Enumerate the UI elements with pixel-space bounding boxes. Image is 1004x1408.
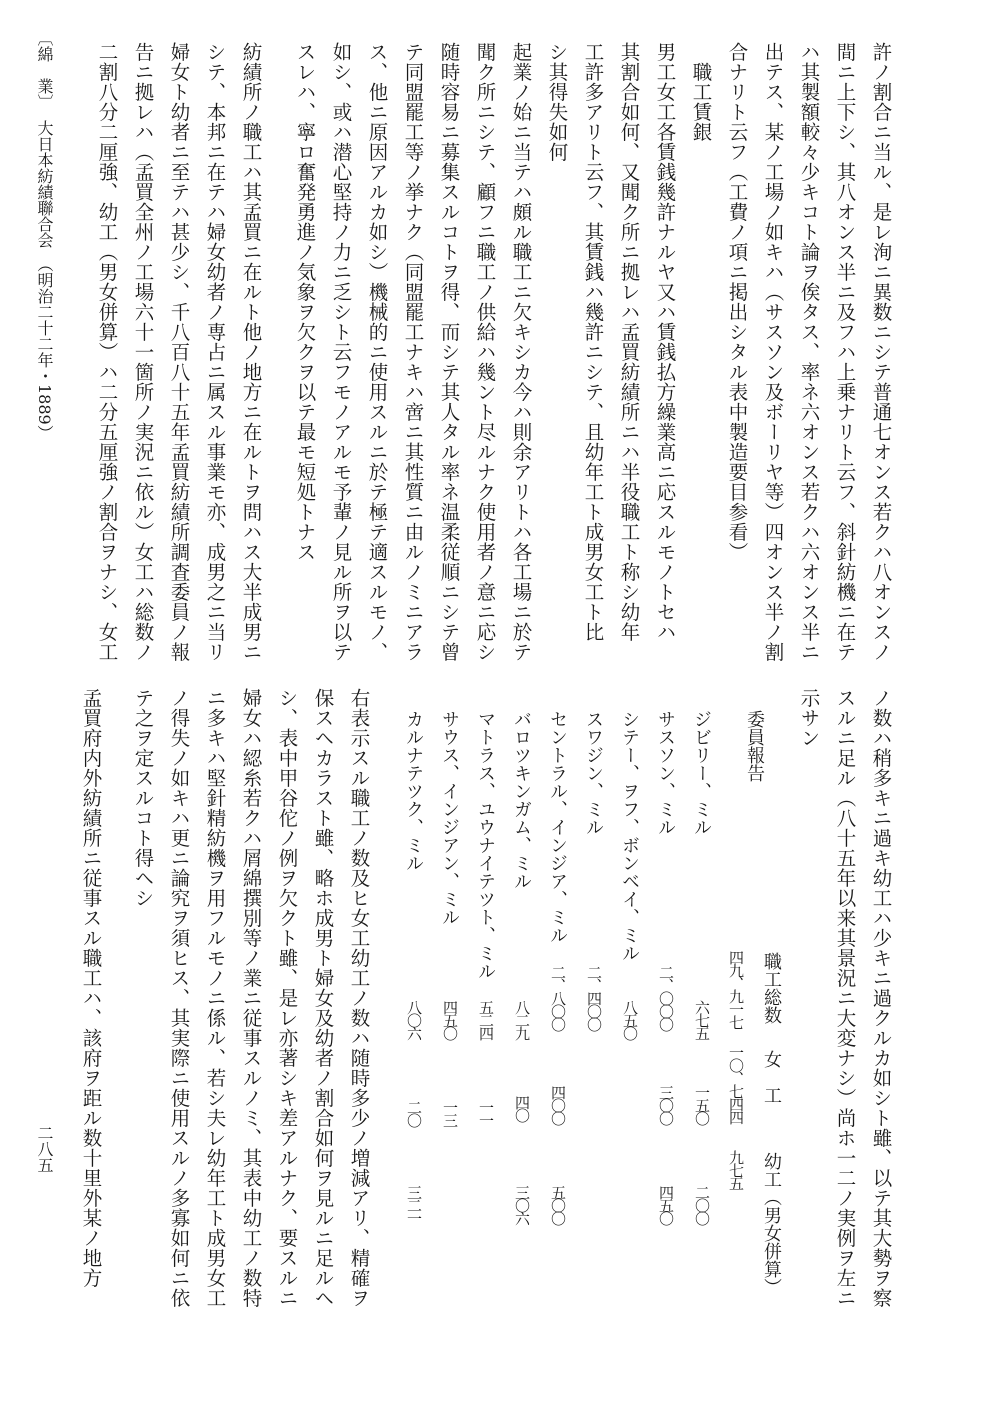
text-column: 聞ク所ニシテ、顧フニ職工ノ供給ハ幾ント尽ルナク使用者ノ意ニ応シ — [473, 42, 497, 662]
table-row-women: 二〇 — [405, 1100, 423, 1126]
table-row-children: 三〇六 — [513, 1185, 531, 1224]
table-row-total: 八〇六 — [405, 1000, 423, 1039]
table-header-children: 幼工（男女併算） — [761, 1152, 782, 1296]
text-column: シ、表中甲谷佗ノ例ヲ欠クト雖、是レ亦著シキ差アルナク、要スルニ — [275, 688, 299, 1308]
text-column: スルニ足ル（八十五年以来其景況ニ大変ナシ）尚ホ一二ノ実例ヲ左ニ — [833, 688, 857, 1308]
table-row-children: 四五〇 — [657, 1185, 675, 1224]
text-column: 起業ノ始ニ当テハ頗ル職工ニ欠キシカ今ハ則余アリトハ各工場ニ於テ — [509, 42, 533, 662]
table-row-name: カルナテツク、ミル — [403, 710, 424, 872]
text-column: シテ、本邦ニ在テハ婦女幼者ノ専占ニ属スル事業モ亦、成男之ニ当リ — [203, 42, 227, 662]
section-label: 〔綿 業〕 — [35, 30, 54, 110]
text-column: 工許多アリト云フ、其賃銭ハ幾許ニシテ、且幼年工ト成男女工ト比 — [581, 42, 605, 642]
text-column: 紡績所ノ職工ハ其孟買ニ在ルト他ノ地方ニ在ルトヲ問ハス大半成男ニ — [239, 42, 263, 662]
text-column: 其割合如何、又聞ク所ニ拠レハ孟買紡績所ニハ半役職工ト称シ幼年 — [617, 42, 641, 642]
text-column: 右表示スル職工ノ数及ヒ女工幼工ノ数ハ随時多少ノ増減アリ、精確ヲ — [347, 688, 371, 1308]
table-row-total: 二、八〇〇 — [549, 965, 567, 1030]
table-children-sum: 九七五 — [727, 1150, 745, 1189]
text-column: ノ数ハ稍多キニ過キ幼工ハ少キニ過クルカ如シト雖、以テ其大勢ヲ察 — [869, 688, 893, 1308]
text-column: ス、他ニ原因アルカ如シ）機械的ニ使用スルニ於テ極テ適スルモノ、 — [365, 42, 389, 662]
table-row-total: 二、〇〇〇 — [657, 965, 675, 1030]
table-women-sum: 一〇、七四四 — [727, 1045, 745, 1123]
table-row-children: 三二一 — [405, 1185, 423, 1224]
table-header-women: 女 工 — [761, 1050, 782, 1104]
table-row-women: 一五〇 — [693, 1085, 711, 1124]
text-column: ノ得失ノ如キハ更ニ論究ヲ須ヒス、其実際ニ使用スルノ多寡如何ニ依 — [167, 688, 191, 1308]
text-column: シ其得失如何 — [545, 42, 569, 162]
text-column: 合ナリト云フ（工費ノ項ニ掲出シタル表中製造要目参看） — [725, 42, 749, 562]
text-column: 間ニ上下シ、其八オンス半ニ及フハ上乗ナリト云フ、斜針紡機ニ在テ — [833, 42, 857, 662]
table-row-women: 四〇 — [513, 1095, 531, 1121]
table-row-total: 二、四〇〇 — [585, 965, 603, 1030]
table-row-women: 四〇〇 — [549, 1085, 567, 1124]
text-column: 婦女ハ綛糸若クハ屑綿撰別等ノ業ニ従事スルノミ、其表中幼工ノ数特 — [239, 688, 263, 1308]
text-column: 保スヘカラスト雖、略ホ成男ト婦女及幼者ノ割合如何ヲ見ルニ足ルヘ — [311, 688, 335, 1308]
table-row-total: 八五〇 — [621, 1000, 639, 1039]
text-column: 男工女工各賃銭幾許ナルヤ又ハ賃銭払方繰業高ニ応スルモノトセハ — [653, 42, 677, 642]
text-column: 如シ、或ハ潜心堅持ノ力ニ乏シト云フモノアルモ予輩ノ見ル所ヲ以テ — [329, 42, 353, 662]
table-row-name: ジビリー、ミル — [691, 710, 712, 836]
table-row-women: 一三 — [441, 1100, 459, 1126]
text-column: ニ多キハ堅針精紡機ヲ用フルモノニ係ル、若シ夫レ幼年工ト成男女工 — [203, 688, 227, 1308]
table-row-name: スワジン、ミル — [583, 710, 604, 836]
page-number: 二八五 — [35, 1125, 54, 1173]
table-row-name: サウス、インジアン、ミル — [439, 710, 460, 926]
table-row-total: 五二四 — [477, 1000, 495, 1039]
table-row-children: 二〇〇 — [693, 1185, 711, 1224]
text-column: 出テス、某ノ工場ノ如キハ（サスソン及ボーリヤ等）四オンス半ノ割 — [761, 42, 785, 662]
text-column: 許ノ割合ニ当ル、是レ洵ニ異数ニシテ普通七オンス若クハ八オンスノ — [869, 42, 893, 662]
text-column: 随時容易ニ募集スルコトヲ得、而シテ其人タル率ネ温柔従順ニシテ曾 — [437, 42, 461, 662]
table-row-name: マトラス、ユウナイテツト、ミル — [475, 710, 496, 980]
table-header-total: 職工総数 — [761, 952, 782, 1024]
table-row-name: サスソン、ミル — [655, 710, 676, 836]
text-column: スレハ、寧ロ奮発勇進ノ気象ヲ欠クヲ以テ最モ短処トナス — [293, 42, 317, 562]
section-heading: 職工賃銀 — [689, 42, 713, 142]
table-row-total: 六七五 — [693, 1000, 711, 1039]
table-row-name: バロツキンガム、ミル — [511, 710, 532, 890]
table-row-women: 三〇〇 — [657, 1085, 675, 1124]
text-column: テ之ヲ定スルコト得ヘシ — [131, 688, 155, 908]
text-column: 告ニ拠レハ（孟買全州ノ工場六十一箇所ノ実況ニ依ル）女工ハ総数ノ — [131, 42, 155, 662]
text-column: 示サン — [797, 688, 821, 748]
table-row-total: 八二九 — [513, 1000, 531, 1039]
text-column: 二割八分二厘強、幼工（男女併算）ハ二分五厘強ノ割合ヲナシ、女工 — [95, 42, 119, 662]
publisher-line: 大日本紡績聯合会 （明治二十二年・1889） — [35, 120, 54, 441]
text-column: 婦女ト幼者ニ至テハ甚少シ、千八百八十五年孟買紡績所調査委員ノ報 — [167, 42, 191, 662]
table-caption: 委員報告 — [744, 710, 765, 782]
table-total-sum: 四九、九一七 — [727, 950, 745, 1028]
text-column: 孟買府内外紡績所ニ従事スル職工ハ、該府ヲ距ル数十里外某ノ地方 — [79, 688, 103, 1288]
table-row-total: 四五〇 — [441, 1000, 459, 1039]
text-column: テ同盟罷工等ノ挙ナク（同盟罷工ナキハ啻ニ其性質ニ由ルノミニアラ — [401, 42, 425, 662]
text-column: ハ其製額較々少キコト論ヲ俟タス、率ネ六オンス若クハ六オンス半ニ — [797, 42, 821, 662]
table-row-children: 五〇〇 — [549, 1185, 567, 1224]
table-row-name: シテー、ヲフ、ボンベイ、ミル — [619, 710, 640, 962]
table-row-name: セントラル、インジア、ミル — [547, 710, 568, 944]
table-row-women: 一一 — [477, 1100, 495, 1126]
